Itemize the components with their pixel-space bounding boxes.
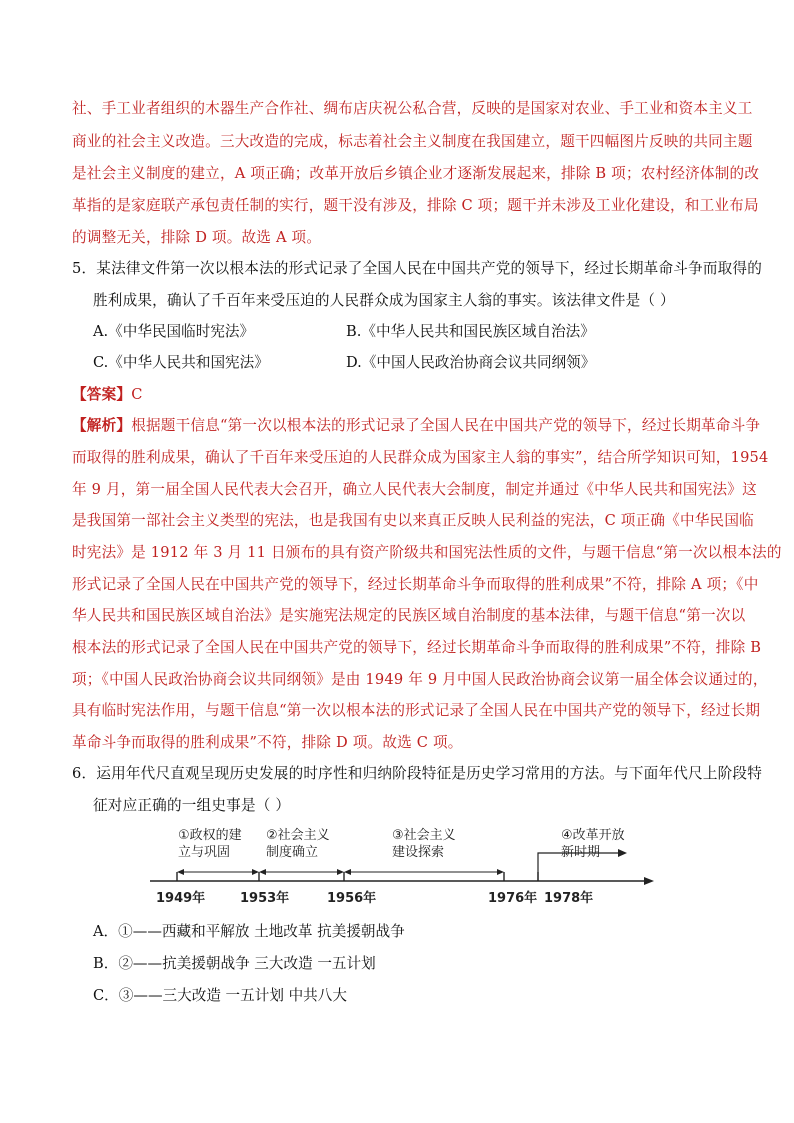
- explanation-line: 的调整无关，排除 D 项。故选 A 项。: [72, 229, 322, 246]
- q6-option-c: C．③——三大改造 一五计划 中共八大: [93, 987, 347, 1004]
- q5-option-a: A.《中华民国临时宪法》: [93, 323, 255, 340]
- stage-1-label: ①政权的建: [178, 828, 242, 843]
- year-label: 1949年: [156, 891, 206, 906]
- q6-stem-line: 征对应正确的一组史事是（ ）: [93, 797, 291, 814]
- explanation-line: 社、手工业者组织的木器生产合作社、绸布店庆祝公私合营，反映的是国家对农业、手工业和资本主义工: [72, 100, 753, 117]
- year-label: 1976年: [488, 891, 538, 906]
- year-label: 1953年: [240, 891, 290, 906]
- answer-label: 【答案】: [72, 386, 132, 403]
- analysis-line: 形式记录了全国人民在中国共产党的领导下，经过长期革命斗争而取得的胜利成果”不符，排除 A 项；《中: [72, 576, 759, 593]
- stage-2-label: 制度确立: [266, 845, 319, 860]
- analysis-text: 根据题干信息“第一次以根本法的形式记录了全国人民在中国共产党的领导下，经过长期革命斗争: [131, 417, 761, 434]
- explanation-line: 商业的社会主义改造。三大改造的完成，标志着社会主义制度在我国建立，题干四幅图片反映的共同主题: [72, 133, 753, 150]
- analysis-line: 华人民共和国民族区域自治法》是实施宪法规定的民族区域自治制度的基本法律，与题干信息“第一次以: [72, 607, 746, 624]
- stage-4-label: ④改革开放: [561, 828, 625, 843]
- explanation-line: 是社会主义制度的建立，A 项正确；改革开放后乡镇企业才逐渐发展起来，排除 B 项；农村经济体制的改: [72, 165, 760, 182]
- axis-arrowhead: [644, 877, 654, 885]
- analysis-line: 是我国第一部社会主义类型的宪法，也是我国有史以来真正反映人民利益的宪法，C 项正确《中华民国临: [72, 512, 754, 529]
- span-arrow-left: [259, 869, 266, 875]
- q5-stem-line: 胜利成果，确认了千百年来受压迫的人民群众成为国家主人翁的事实。该法律文件是（ ）: [93, 292, 675, 309]
- span-arrow-right: [252, 869, 259, 875]
- year-label: 1956年: [327, 891, 377, 906]
- q5-option-c: C.《中华人民共和国宪法》: [93, 354, 269, 371]
- stage-1-label: 立与巩固: [178, 845, 231, 860]
- analysis-line: 根本法的形式记录了全国人民在中国共产党的领导下，经过长期革命斗争而取得的胜利成果”不符，排除 B: [72, 639, 762, 656]
- explanation-line: 革指的是家庭联产承包责任制的实行，题干没有涉及，排除 C 项；题干并未涉及工业化建设，和工业布局: [72, 197, 759, 214]
- q5-option-b: B.《中华人民共和国民族区域自治法》: [346, 323, 595, 340]
- timeline-figure: [142, 822, 662, 910]
- analysis-line: 时宪法》是 1912 年 3 月 11 日颁布的具有资产阶级共和国宪法性质的文件，与题干信息“第一次以根本法的: [72, 544, 782, 561]
- answer-value: C: [131, 386, 143, 403]
- q6-stem-line: 6．运用年代尺直观呈现历史发展的时序性和归纳阶段特征是历史学习常用的方法。与下面年代尺上阶段特: [72, 765, 763, 782]
- q5-analysis-first: [72, 416, 760, 436]
- analysis-line: 项；《中国人民政治协商会议共同纲领》是由 1949 年 9 月中国人民政治协商会议第一届全体会议通过的，: [72, 671, 768, 688]
- analysis-line: 革命斗争而取得的胜利成果”不符，排除 D 项。故选 C 项。: [72, 734, 463, 751]
- q6-option-a: A．①——西藏和平解放 土地改革 抗美援朝战争: [93, 923, 405, 940]
- span-arrow-left: [177, 869, 184, 875]
- q5-stem-line: 5．某法律文件第一次以根本法的形式记录了全国人民在中国共产党的领导下，经过长期革命斗争而取得的: [72, 260, 763, 277]
- stage-2-label: ②社会主义: [266, 828, 330, 843]
- analysis-line: 而取得的胜利成果，确认了千百年来受压迫的人民群众成为国家主人翁的事实”，结合所学知识可知，1954: [72, 449, 769, 466]
- stage-3-label: ③社会主义: [392, 828, 456, 843]
- analysis-line: 年 9 月，第一届全国人民代表大会召开，确立人民代表大会制度，制定并通过《中华人民共和国宪法》这: [72, 481, 757, 498]
- q5-answer: [72, 385, 143, 405]
- analysis-label: 【解析】: [72, 417, 132, 434]
- analysis-line: 具有临时宪法作用，与题干信息“第一次以根本法的形式记录了全国人民在中国共产党的领导下，经过长期: [72, 702, 761, 719]
- span-arrow-left: [344, 869, 351, 875]
- stage-4-label: 新时期: [561, 845, 601, 860]
- q6-option-b: B．②——抗美援朝战争 三大改造 一五计划: [93, 955, 376, 972]
- span-arrow-right: [497, 869, 504, 875]
- q5-option-d: D.《中国人民政治协商会议共同纲领》: [346, 354, 596, 371]
- stage-3-label: 建设探索: [392, 845, 445, 860]
- span-arrow-right: [337, 869, 344, 875]
- year-label: 1978年: [544, 891, 594, 906]
- stage-4-arrowhead: [618, 849, 627, 857]
